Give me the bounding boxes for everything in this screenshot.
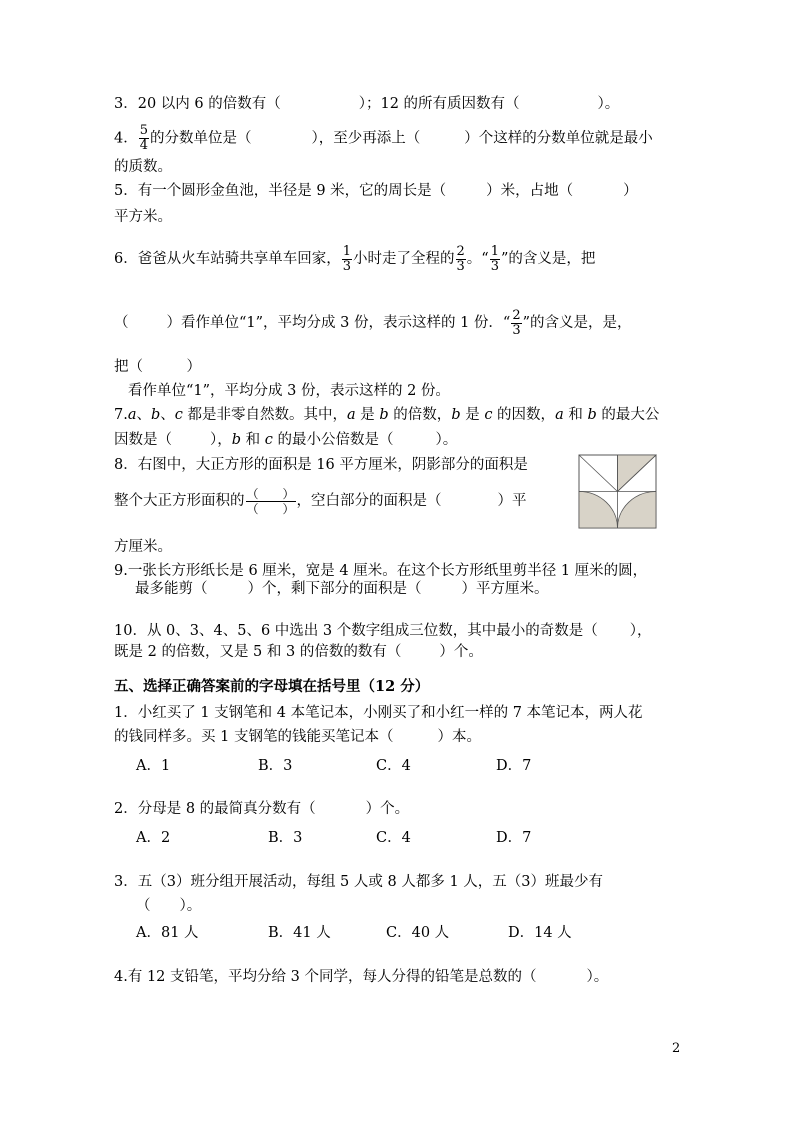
q6-line-2 — [114, 308, 632, 338]
q7-line2-text-a: 因数是（ — [114, 432, 172, 448]
q7-var-c2: c — [484, 407, 493, 423]
q7-line2-text-d: 的最小公倍数是（ — [272, 432, 394, 448]
s1-line2-text-a: 的钱同样多。买 1 支钢笔的钱能买笔记本（ — [114, 729, 394, 745]
q6-line2-text-a: （ — [114, 315, 129, 331]
q9-line-2 — [135, 579, 549, 599]
s2-option-d[interactable]: D．7 — [496, 830, 532, 846]
q4-line-2: 的质数。 — [114, 159, 172, 175]
q4-number: 4． — [114, 130, 138, 147]
s2-option-b[interactable]: B．3 — [268, 830, 303, 846]
q7-var-a: a — [127, 407, 137, 423]
q6-fraction-1 — [342, 245, 352, 274]
q7-text-8: 和 — [563, 407, 588, 423]
s2-option-a[interactable]: A．2 — [136, 830, 171, 846]
q6-f3-numerator: 1 — [490, 243, 499, 259]
q6-line-3: 把（ ） — [114, 359, 201, 375]
q7-var-b5: b — [231, 432, 242, 448]
question-7 — [114, 405, 659, 425]
s4-text-a: 4.有 12 支铅笔，平均分给 3 个同学，每人分得的铅笔是总数的（ — [114, 969, 537, 985]
q3-text-a: 3．20 以内 6 的倍数有（ — [114, 96, 281, 112]
s1-option-c[interactable]: C．4 — [376, 758, 411, 774]
s1-line2-text-b: ）本。 — [437, 729, 481, 745]
s4-text-b: ）。 — [586, 969, 609, 985]
section-5-heading: 五、选择正确答案前的字母填在括号里（12 分） — [114, 678, 430, 695]
q6-line2-text-b: ）看作单位“1”，平均分成 3 份，表示这样的 1 份．“ — [166, 315, 511, 331]
q7-text-7: 的因数， — [492, 407, 556, 423]
question-9: 9.一张长方形纸长是 6 厘米，宽是 4 厘米。在这个长方形纸里剪半径 1 厘米的圆， — [114, 563, 648, 579]
q7-line2-text-c: 和 — [241, 432, 265, 448]
q7-text-6: 是 — [460, 407, 485, 423]
q8-blank-denominator: （ ） — [246, 501, 295, 516]
q10-line2-text-b: ）个。 — [439, 644, 483, 660]
q9-line2-text-c: ）平方厘米。 — [461, 581, 549, 597]
q4-text-d: ）个这样的分数单位就是最小 — [464, 130, 653, 147]
choice-question-3: 3．五（3）班分组开展活动，每组 5 人或 8 人都多 1 人，五（3）班最少有 — [114, 874, 604, 890]
q7-var-c: c — [174, 407, 183, 423]
q7-line2-text-b: ）， — [210, 432, 232, 448]
q5-text-a: 5．有一个圆形金鱼池，半径是 9 米，它的周长是（ — [114, 183, 447, 199]
q7-var-b2: b — [379, 407, 389, 423]
s3-option-b[interactable]: B．41 人 — [268, 925, 331, 941]
q8-line2-text-b: ，空白部分的面积是（ — [296, 493, 442, 509]
s2-option-c[interactable]: C．4 — [376, 830, 411, 846]
q6-f2-numerator: 2 — [456, 243, 465, 259]
q7-var-b3: b — [451, 407, 461, 423]
q3-text-b: ）；12 的所有质因数有（ — [358, 96, 520, 112]
s1-option-a[interactable]: A．1 — [136, 758, 171, 774]
q6-text-d: ”的含义是，把 — [501, 251, 596, 267]
q5-line-2: 平方米。 — [114, 209, 172, 225]
q10-text-a: 10．从 0、3、4、5、6 中选出 3 个数字组成三位数，其中最小的奇数是（ — [114, 623, 598, 639]
q5-text-c: ） — [623, 183, 638, 199]
q6-text-c: 。“ — [466, 251, 489, 267]
q10-line-2 — [114, 642, 483, 662]
q7-number: 7. — [114, 407, 128, 423]
question-10 — [114, 621, 652, 641]
s2-text-b: ）个。 — [365, 801, 410, 817]
question-3 — [114, 94, 619, 114]
question-5 — [114, 181, 638, 201]
question-4 — [114, 124, 653, 153]
q6-f4-numerator: 2 — [512, 307, 521, 323]
q7-sep-1: 、 — [136, 407, 151, 423]
choice-question-4 — [114, 967, 608, 987]
s2-text-a: 2．分母是 8 的最简真分数有（ — [114, 801, 316, 817]
s3-line-2[interactable]: （ ）。 — [136, 898, 202, 914]
q9-line2-text-b: ）个，剩下部分的面积是（ — [247, 581, 422, 597]
page-number: 2 — [672, 1041, 681, 1056]
q6-f4-denominator: 3 — [512, 322, 521, 338]
q8-blank-fraction[interactable] — [246, 487, 296, 516]
q6-fraction-3 — [490, 245, 500, 274]
q10-text-b: ）， — [629, 623, 652, 639]
q4-frac-numerator: 5 — [139, 123, 149, 138]
choice-question-2 — [114, 799, 409, 819]
q6-fraction-2 — [456, 245, 466, 274]
q6-text-a: 6．爸爸从火车站骑共享单车回家， — [114, 251, 341, 267]
q4-fraction — [139, 124, 149, 153]
q8-line-2 — [114, 484, 527, 518]
q7-text-9: 的最大公 — [596, 407, 660, 423]
q6-f3-denominator: 3 — [490, 258, 499, 274]
q6-f1-denominator: 3 — [342, 258, 352, 274]
q7-line-2 — [114, 430, 457, 450]
s1-option-b[interactable]: B．3 — [258, 758, 293, 774]
s1-option-d[interactable]: D．7 — [496, 758, 532, 774]
q7-var-b: b — [151, 407, 161, 423]
q5-text-b: ）米，占地（ — [486, 183, 574, 199]
q8-line2-text-a: 整个大正方形面积的 — [114, 493, 245, 509]
q7-var-b4: b — [587, 407, 597, 423]
q7-line2-text-e: ）。 — [435, 432, 458, 448]
q7-text-5: 的倍数， — [388, 407, 452, 423]
q7-var-a3: a — [555, 407, 564, 423]
q10-line2-text-a: 既是 2 的倍数，又是 5 和 3 的倍数的数有（ — [114, 644, 402, 660]
q6-f2-denominator: 3 — [456, 258, 465, 274]
question-6 — [114, 244, 595, 274]
q6-line2-text-c: ”的含义是，是， — [522, 315, 632, 331]
q7-text-3: 都是非零自然数。其中， — [182, 407, 348, 423]
q8-blank-numerator: （ ） — [246, 486, 295, 501]
s3-option-a[interactable]: A．81 人 — [136, 925, 199, 941]
q6-line-4: 看作单位“1”，平均分成 3 份，表示这样的 2 份。 — [128, 383, 450, 399]
q8-line-3: 方厘米。 — [114, 539, 172, 555]
q6-f1-numerator: 1 — [342, 243, 352, 259]
s3-option-c[interactable]: C．40 人 — [386, 925, 450, 941]
q7-text-4: 是 — [355, 407, 380, 423]
q4-frac-denominator: 4 — [139, 138, 149, 153]
q4-text-c: ），至少再添上（ — [311, 130, 421, 147]
q6-fraction-4 — [511, 309, 521, 338]
choice-question-1: 1．小红买了 1 支钢笔和 4 本笔记本，小刚买了和小红一样的 7 本笔记本，两人花 — [114, 705, 643, 721]
q9-line2-text-a: 最多能剪（ — [135, 581, 208, 597]
q7-var-c3: c — [264, 432, 273, 448]
q8-square-figure — [578, 454, 658, 530]
q7-sep-2: 、 — [160, 407, 175, 423]
s1-line-2 — [114, 727, 481, 747]
q3-text-c: ）。 — [597, 96, 620, 112]
q8-line2-text-c: ）平 — [497, 493, 527, 509]
question-8: 8．右图中，大正方形的面积是 16 平方厘米，阴影部分的面积是 — [114, 457, 528, 473]
q7-var-a2: a — [347, 407, 356, 423]
q4-text-b: 的分数单位是（ — [150, 130, 252, 147]
q6-text-b: 小时走了全程的 — [353, 251, 455, 267]
s3-option-d[interactable]: D．14 人 — [508, 925, 572, 941]
